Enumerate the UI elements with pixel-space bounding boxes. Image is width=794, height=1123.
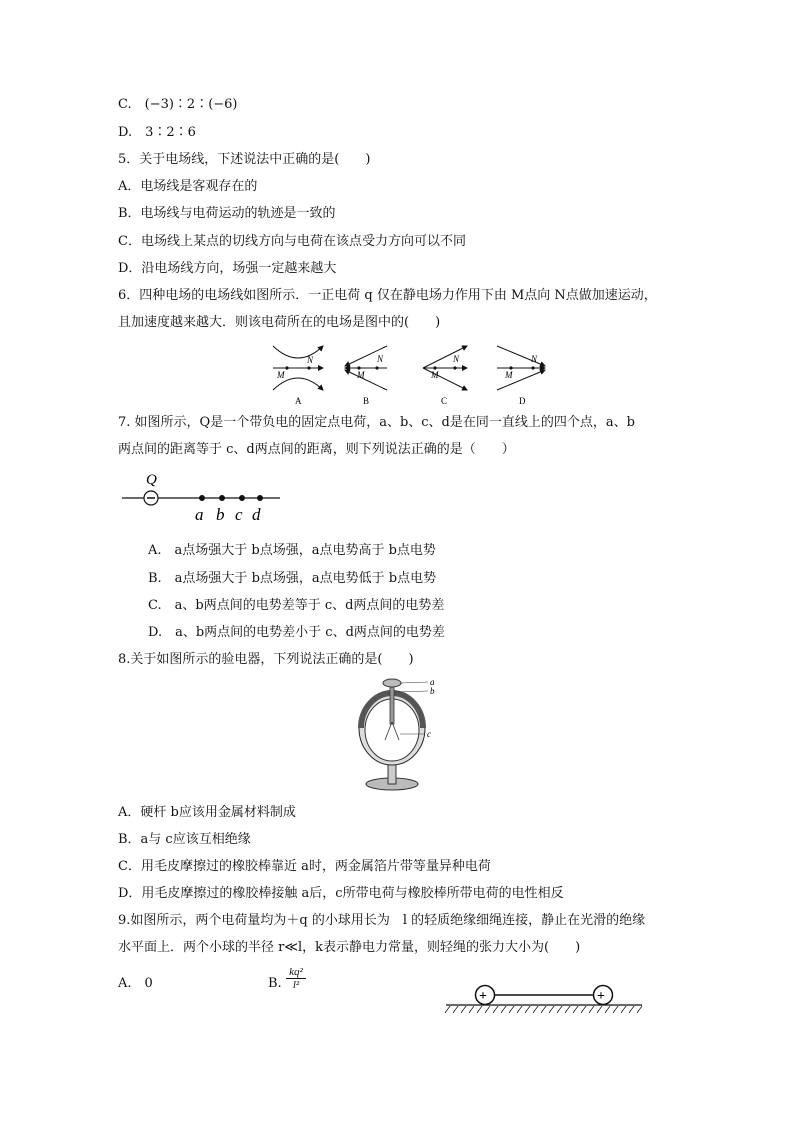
option-d-q5: D．沿电场线方向，场强一定越来越大 [118,261,337,276]
fraction-denominator: l² [292,979,300,991]
svg-text:N: N [453,354,460,364]
option-a-q5: A．电场线是客观存在的 [118,179,258,194]
question-9-line1: 9.如图所示，两个电荷量均为＋q 的小球用长为 l 的轻质绝缘细绳连接，静止在光滑的绝缘 [118,913,646,928]
option-c-q8: C．用毛皮摩擦过的橡胶棒靠近 a时，两金属箔片带等量异种电荷 [118,859,491,874]
option-c-q4: C. (−3)∶2∶(−6) [118,97,238,112]
question-7-line1: 7. 如图所示，Q是一个带负电的固定点电荷，a、b、c、d是在同一直线上的四个点，a、b [118,415,635,430]
option-a-q8: A．硬杆 b应该用金属材料制成 [118,805,296,820]
option-c-q5: C．电场线上某点的切线方向与电荷在该点受力方向可以不同 [118,234,466,249]
option-b-q5: B．电场线与电荷运动的轨迹是一致的 [118,206,336,221]
svg-text:a: a [430,677,435,687]
svg-text:A: A [295,396,302,406]
svg-text:+: + [597,989,605,1004]
option-a-q9: A. 0 [118,976,153,991]
option-c-q7: C. a、b两点间的电势差等于 c、d两点间的电势差 [148,598,445,613]
diagram-a [273,346,323,406]
field-lines-figure [265,338,555,406]
svg-text:C: C [441,396,448,406]
svg-text:b: b [430,686,435,696]
option-d-q7: D. a、b两点间的电势差小于 c、d两点间的电势差 [148,625,445,640]
svg-text:c: c [235,505,243,524]
electroscope-figure [352,674,452,796]
question-6-line2: 且加速度越来越大．则该电荷所在的电场是图中的( ) [118,315,441,330]
svg-text:D: D [519,396,526,406]
svg-text:c: c [427,729,431,739]
question-5: 5．关于电场线，下述说法中正确的是( ) [118,152,371,167]
point-charge-figure [120,470,285,526]
diagram-b [345,346,387,406]
option-b-q8: B．a与 c应该互相绝缘 [118,832,251,847]
svg-text:d: d [252,505,261,524]
question-6-line1: 6．四种电场的电场线如图所示．一正电荷 q 仅在静电场力作用下由 M点向 N点做加速运动， [118,288,657,303]
diagram-c [423,346,467,406]
svg-text:M: M [277,370,285,380]
svg-text:N: N [531,354,538,364]
option-b-q9-fraction [286,966,306,992]
svg-text:b: b [216,505,225,524]
svg-text:+: + [479,989,487,1004]
svg-text:N: N [307,355,314,365]
svg-text:N: N [377,354,384,364]
option-d-q4: D. 3∶2∶6 [118,125,196,140]
fraction-numerator: kq² [286,966,306,979]
question-9-line2: 水平面上．两个小球的半径 r≪l，k表示静电力常量，则轻绳的张力大小为( ) [118,940,581,955]
svg-text:B: B [363,396,370,406]
option-b-q7: B. a点场强大于 b点场强，a点电势低于 b点电势 [148,571,437,586]
question-8: 8.关于如图所示的验电器，下列说法正确的是( ) [118,652,414,667]
svg-text:Q: Q [146,472,157,488]
svg-text:a: a [195,505,204,524]
question-7-line2: 两点间的距离等于 c、d两点间的距离，则下列说法正确的是（ ） [118,442,515,457]
svg-text:M: M [357,370,365,380]
option-d-q8: D．用毛皮摩擦过的橡胶棒接触 a后，c所带电荷与橡胶棒所带电荷的电性相反 [118,886,564,901]
option-b-q9-label: B. [268,976,282,991]
option-a-q7: A. a点场强大于 b点场强，a点电势高于 b点电势 [148,543,436,558]
diagram-d [497,346,545,406]
svg-text:M: M [431,370,439,380]
two-charged-balls-figure [442,983,646,1017]
svg-text:M: M [505,370,513,380]
